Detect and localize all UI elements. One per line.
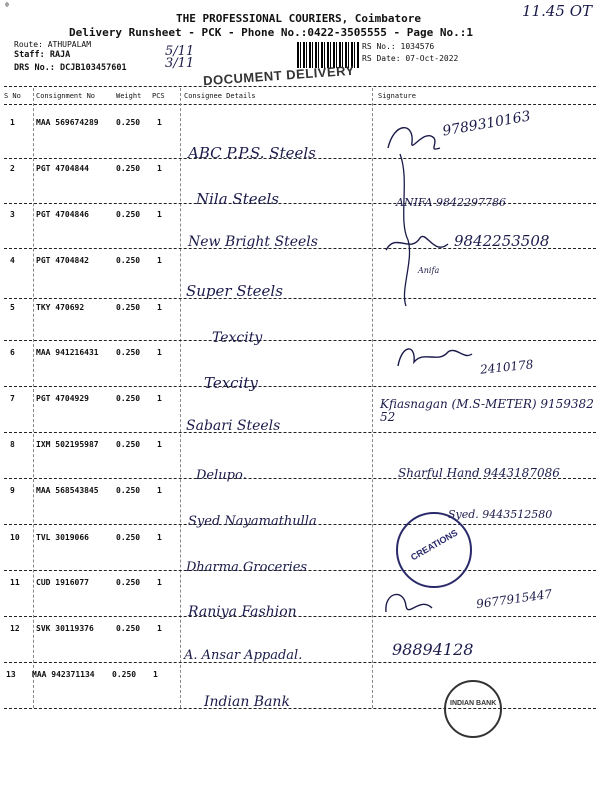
col-divider-2 [180, 88, 181, 708]
row-weight: 0.250 [116, 118, 141, 127]
row-pcs: 1 [157, 578, 162, 587]
row-weight: 0.250 [112, 670, 137, 679]
row-divider [4, 298, 596, 299]
signature-phone: 9789310163 [441, 108, 532, 140]
consignee-name: Indian Bank [204, 694, 290, 710]
signature-phone: 2410178 [479, 357, 535, 377]
rs-date: RS Date: 07-Oct-2022 [362, 54, 459, 63]
row-sno: 13 [6, 670, 16, 679]
row-consignment: PGT 4704846 [36, 210, 89, 219]
consignee-name: Texcity [212, 330, 263, 346]
handwritten-date: 5/11 3/11 [165, 44, 195, 71]
signature-text: Anifa [418, 266, 440, 275]
creations-stamp [396, 512, 472, 588]
row-sno: 5 [10, 303, 15, 312]
row-divider [4, 386, 596, 387]
col-divider-3 [372, 88, 373, 708]
col-signature: Signature [378, 92, 416, 100]
consignee-name: Super Steels [186, 282, 283, 300]
row-pcs: 1 [157, 303, 162, 312]
row-consignment: MAA 941216431 [36, 348, 99, 357]
row-sno: 11 [10, 578, 20, 587]
row-consignment: CUD 1916077 [36, 578, 89, 587]
signature-phone: 9677915447 [475, 586, 553, 612]
row-sno: 7 [10, 394, 15, 403]
signature-phone: 9842253508 [454, 232, 550, 250]
signature-scrawl [382, 226, 452, 262]
row-sno: 9 [10, 486, 15, 495]
bank-stamp [444, 680, 502, 738]
row-sno: 2 [10, 164, 15, 173]
table-header-rule [4, 104, 596, 105]
handwritten-time-text: 11.45 OT [522, 2, 593, 20]
row-divider [4, 616, 596, 617]
row-sno: 1 [10, 118, 15, 127]
rs-number: RS No.: 1034576 [362, 42, 435, 51]
consignee-name: Texcity [204, 374, 258, 392]
row-weight: 0.250 [116, 486, 141, 495]
row-consignment: MAA 569674289 [36, 118, 99, 127]
row-pcs: 1 [157, 210, 162, 219]
consignee-name: Syed Nayamathulla [188, 514, 317, 529]
row-pcs: 1 [157, 348, 162, 357]
row-sno: 10 [10, 533, 20, 542]
handwritten-time [522, 2, 592, 20]
col-consignment: Consignment No [36, 92, 96, 100]
staff-label: Staff: RAJA [14, 50, 71, 60]
row-divider [4, 203, 596, 204]
row-consignment: MAA 942371134 [32, 670, 95, 679]
company-title: THE PROFESSIONAL COURIERS, Coimbatore [176, 12, 422, 25]
row-weight: 0.250 [116, 440, 141, 449]
consignee-name: Dharma Groceries [186, 560, 308, 575]
row-weight: 0.250 [116, 164, 141, 173]
row-sno: 8 [10, 440, 15, 449]
consignee-name: New Bright Steels [188, 234, 318, 250]
consignee-name: Nila Steels [196, 190, 279, 208]
row-pcs: 1 [157, 256, 162, 265]
row-pcs: 1 [157, 624, 162, 633]
handwritten-mark-topleft: ⁰ [4, 2, 11, 13]
row-consignment: MAA 568543845 [36, 486, 99, 495]
route-label: Route: ATHUPALAM [14, 40, 92, 49]
row-consignment: TKY 470692 [36, 303, 85, 312]
row-pcs: 1 [157, 118, 162, 127]
col-divider-1 [33, 88, 34, 708]
consignee-name: ABC P.P.S. Steels [188, 144, 316, 162]
creations-stamp-text: CREATIONS [409, 527, 460, 563]
signature-scrawl [394, 338, 474, 374]
row-consignment: PGT 4704929 [36, 394, 89, 403]
row-consignment: TVL 3019066 [36, 533, 89, 542]
row-weight: 0.250 [116, 210, 141, 219]
document-delivery-stamp: DOCUMENT DELIVERY [202, 62, 356, 89]
row-weight: 0.250 [116, 624, 141, 633]
row-pcs: 1 [157, 486, 162, 495]
table-bottom-rule [4, 708, 596, 709]
row-consignment: PGT 4704844 [36, 164, 89, 173]
signature-phone: 98894128 [392, 640, 474, 659]
row-divider [4, 432, 596, 433]
col-sno: S No [4, 92, 21, 100]
row-sno: 6 [10, 348, 15, 357]
col-consignee: Consignee Details [184, 92, 256, 100]
row-weight: 0.250 [116, 394, 141, 403]
signature-scrawl [380, 582, 440, 626]
col-weight: Weight [116, 92, 142, 100]
drs-number: DRS No.: DCJB103457601 [14, 63, 127, 73]
row-sno: 4 [10, 256, 15, 265]
row-divider [4, 340, 596, 341]
row-pcs: 1 [153, 670, 158, 679]
row-consignment: PGT 4704842 [36, 256, 89, 265]
row-weight: 0.250 [116, 578, 141, 587]
signature-text: Syed. 9443512580 [448, 508, 553, 521]
row-pcs: 1 [157, 394, 162, 403]
runsheet-title: Delivery Runsheet - PCK - Phone No.:0422-3505555 - Page No.:1 [69, 26, 473, 39]
row-weight: 0.250 [116, 348, 141, 357]
signature-scrawl [384, 118, 444, 158]
signature-text: Kfiasnagan (M.S-METER) 9159382 52 [380, 397, 594, 424]
consignee-name: Delupo. [196, 468, 247, 483]
row-weight: 0.250 [116, 303, 141, 312]
row-sno: 3 [10, 210, 15, 219]
row-consignment: SVK 30119376 [36, 624, 94, 633]
signature-text: Sharful Hand 9443187086 [398, 466, 560, 480]
consignee-name: Sabari Steels [186, 418, 281, 434]
row-weight: 0.250 [116, 533, 141, 542]
table-top-rule [4, 86, 596, 87]
row-sno: 12 [10, 624, 20, 633]
row-pcs: 1 [157, 164, 162, 173]
consignee-name: A. Ansar Appadal. [184, 648, 303, 663]
col-pcs: PCS [152, 92, 165, 100]
consignee-name: Raniya Fashion [188, 604, 297, 620]
signature-text: ANIFA 9842297786 [396, 196, 507, 209]
bank-stamp-text: INDIAN BANK [450, 700, 497, 707]
row-pcs: 1 [157, 533, 162, 542]
row-pcs: 1 [157, 440, 162, 449]
row-consignment: IXM 502195987 [36, 440, 99, 449]
row-weight: 0.250 [116, 256, 141, 265]
